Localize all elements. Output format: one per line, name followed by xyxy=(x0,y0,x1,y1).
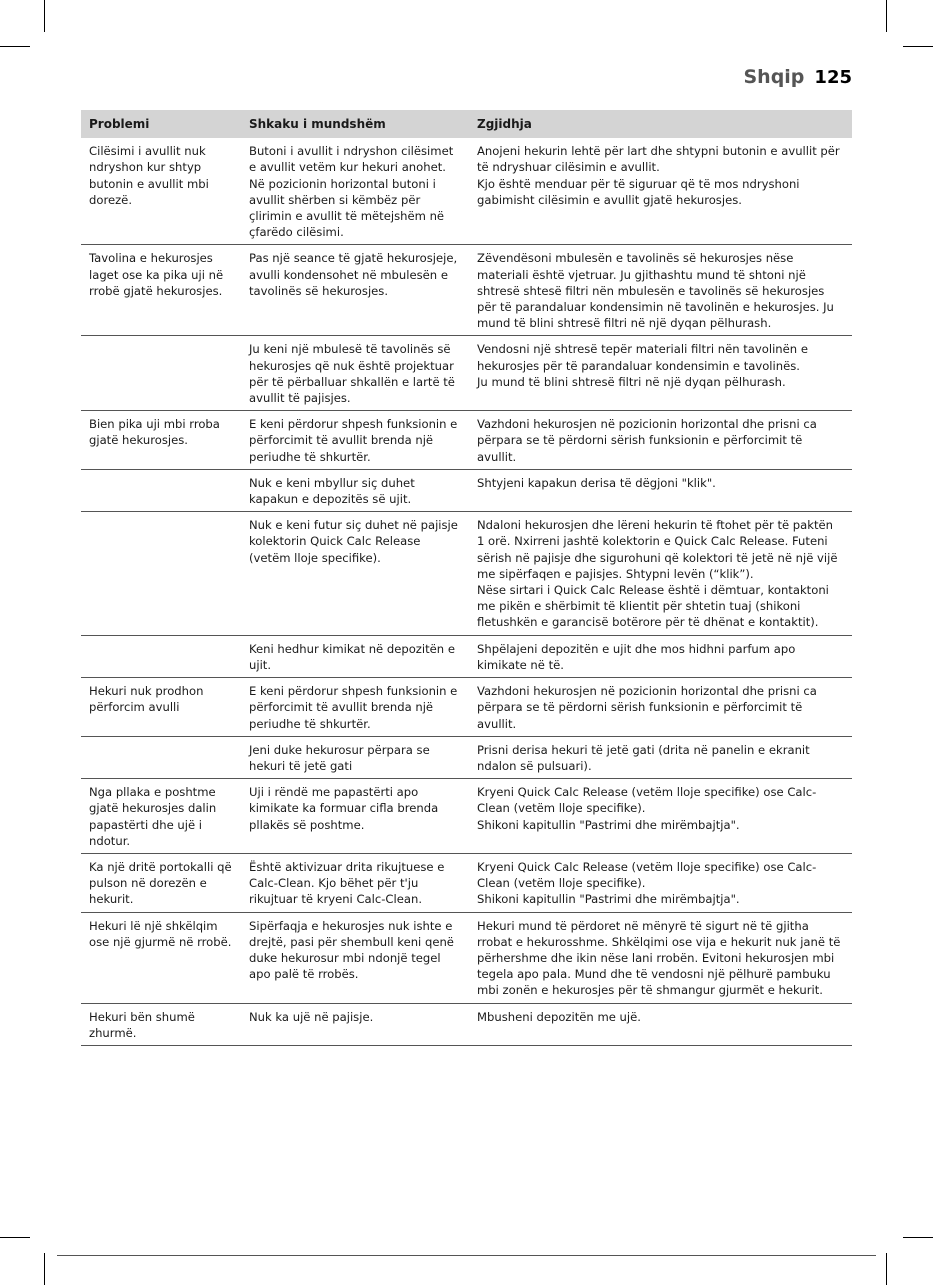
crop-mark xyxy=(886,1253,887,1285)
table-header-row xyxy=(81,110,852,138)
table-row xyxy=(81,779,852,854)
solution-cell: Kryeni Quick Calc Release (vetëm lloje specifike) ose Calc-Clean (vetëm lloje specifike). Shikoni kapitullin "Pastrimi dhe mirëmbajtja". xyxy=(469,853,852,912)
problem-cell xyxy=(81,469,241,511)
cause-cell: Nuk ka ujë në pajisje. xyxy=(241,1003,469,1045)
table-row xyxy=(81,736,852,778)
table-row xyxy=(81,853,852,912)
problem-cell xyxy=(81,635,241,677)
crop-mark xyxy=(886,0,887,32)
cause-cell: Ju keni një mbulesë të tavolinës së hekurosjes që nuk është projektuar për të përballuar shkallën e lartë të avullit të pajisjes. xyxy=(241,336,469,411)
solution-cell: Kryeni Quick Calc Release (vetëm lloje specifike) ose Calc-Clean (vetëm lloje specifike). Shikoni kapitullin "Pastrimi dhe mirëmbajtja". xyxy=(469,779,852,854)
problem-cell: Hekuri lë një shkëlqim ose një gjurmë në rrobë. xyxy=(81,912,241,1003)
cause-cell: E keni përdorur shpesh funksionin e përforcimit të avullit brenda një periudhe të shkurtër. xyxy=(241,411,469,470)
cause-cell: Nuk e keni mbyllur siç duhet kapakun e depozitës së ujit. xyxy=(241,469,469,511)
problem-cell xyxy=(81,736,241,778)
cause-cell: E keni përdorur shpesh funksionin e përforcimit të avullit brenda një periudhe të shkurtër. xyxy=(241,678,469,737)
cause-cell: Nuk e keni futur siç duhet në pajisje kolektorin Quick Calc Release (vetëm lloje specifike). xyxy=(241,512,469,635)
table-row xyxy=(81,138,852,245)
crop-mark xyxy=(44,1253,45,1285)
crop-mark xyxy=(0,46,30,47)
solution-cell: Vazhdoni hekurosjen në pozicionin horizontal dhe prisni ca përpara se të përdorni sërish funksionin e përforcimit të avullit. xyxy=(469,678,852,737)
problem-cell: Cilësimi i avullit nuk ndryshon kur shtyp butonin e avullit mbi dorezë. xyxy=(81,138,241,245)
table-row xyxy=(81,411,852,470)
crop-mark xyxy=(0,1237,30,1238)
header-cause: Shkaku i mundshëm xyxy=(241,110,469,138)
solution-cell: Hekuri mund të përdoret në mënyrë të sigurt në të gjitha rrobat e hekurosshme. Shkëlqimi ose vija e hekurit nuk janë të përhershme dhe ikin nëse lani rrobën. Evitoni hekurosjen mbi tegela apo pala. Mund dhe të vendosni një pëlhurë pambuku mbi zonën e hekurosjes për të shmangur gjurmët e hekurit. xyxy=(469,912,852,1003)
problem-cell: Hekuri nuk prodhon përforcim avulli xyxy=(81,678,241,737)
table-row xyxy=(81,469,852,511)
cause-cell: Uji i rëndë me papastërti apo kimikate ka formuar cifla brenda pllakës së poshtme. xyxy=(241,779,469,854)
troubleshooting-table xyxy=(81,110,852,1046)
header-solution: Zgjidhja xyxy=(469,110,852,138)
cause-cell: Keni hedhur kimikat në depozitën e ujit. xyxy=(241,635,469,677)
cause-cell: Jeni duke hekurosur përpara se hekuri të jetë gati xyxy=(241,736,469,778)
problem-cell xyxy=(81,512,241,635)
page-number: 125 xyxy=(814,67,852,88)
problem-cell: Bien pika uji mbi rroba gjatë hekurosjes. xyxy=(81,411,241,470)
footer-rule xyxy=(57,1255,876,1256)
solution-cell: Zëvendësoni mbulesën e tavolinës së hekurosjes nëse materiali është vjetruar. Ju gjithashtu mund të shtoni një shtresë shtesë filtri nën mbulesën e tavolinës së hekurosjes për të parandaluar kondensimin në tavolinën e hekurosjes. Ju mund të blini shtresë filtri në një dyqan pëlhurash. xyxy=(469,245,852,336)
problem-cell: Ka një dritë portokalli që pulson në dorezën e hekurit. xyxy=(81,853,241,912)
solution-cell: Shtyjeni kapakun derisa të dëgjoni "klik". xyxy=(469,469,852,511)
table-row xyxy=(81,1003,852,1045)
problem-cell xyxy=(81,336,241,411)
table-row xyxy=(81,912,852,1003)
problem-cell: Hekuri bën shumë zhurmë. xyxy=(81,1003,241,1045)
cause-cell: Butoni i avullit i ndryshon cilësimet e avullit vetëm kur hekuri anohet. Në pozicionin horizontal butoni i avullit shërben si këmbëz për çlirimin e avullit të mëtejshëm në çfarëdo cilësimi. xyxy=(241,138,469,245)
cause-cell: Është aktivizuar drita rikujtuese e Calc-Clean. Kjo bëhet për t'ju rikujtuar të kryeni Calc-Clean. xyxy=(241,853,469,912)
problem-cell: Nga pllaka e poshtme gjatë hekurosjes dalin papastërti dhe ujë i ndotur. xyxy=(81,779,241,854)
cause-cell: Pas një seance të gjatë hekurosjeje, avulli kondensohet në mbulesën e tavolinës së hekurosjes. xyxy=(241,245,469,336)
table-row xyxy=(81,635,852,677)
solution-cell: Ndaloni hekurosjen dhe lëreni hekurin të ftohet për të paktën 1 orë. Nxirreni jashtë kolektorin e Quick Calc Release. Futeni sërish në pajisje dhe sigurohuni që kolektori të jetë në një vijë me sipërfaqen e pajisjes. Shtypni levën (“klik”). Nëse sirtari i Quick Calc Release është i dëmtuar, kontaktoni me pikën e shërbimit të klientit për shtetin tuaj (shikoni fletushkën e garancisë botërore për të dhënat e kontaktit). xyxy=(469,512,852,635)
cause-cell: Sipërfaqja e hekurosjes nuk ishte e drejtë, pasi për shembull keni qenë duke hekurosur mbi ndonjë tegel apo palë të rrobës. xyxy=(241,912,469,1003)
crop-mark xyxy=(903,46,933,47)
table-row xyxy=(81,678,852,737)
solution-cell: Vendosni një shtresë tepër materiali filtri nën tavolinën e hekurosjes për të parandaluar kondensimin e tavolinës. Ju mund të blini shtresë filtri në një dyqan pëlhurash. xyxy=(469,336,852,411)
language-label: Shqip xyxy=(743,66,805,88)
header-problem: Problemi xyxy=(81,110,241,138)
solution-cell: Prisni derisa hekuri të jetë gati (drita në panelin e ekranit ndalon së pulsuari). xyxy=(469,736,852,778)
solution-cell: Mbusheni depozitën me ujë. xyxy=(469,1003,852,1045)
solution-cell: Shpëlajeni depozitën e ujit dhe mos hidhni parfum apo kimikate në të. xyxy=(469,635,852,677)
table-row xyxy=(81,245,852,336)
table-row xyxy=(81,512,852,635)
crop-mark xyxy=(44,0,45,32)
solution-cell: Anojeni hekurin lehtë për lart dhe shtypni butonin e avullit për të ndryshuar cilësimin e avullit. Kjo është menduar për të siguruar që të mos ndryshoni gabimisht cilësimin e avullit gjatë hekurosjes. xyxy=(469,138,852,245)
page-header xyxy=(743,66,852,88)
crop-mark xyxy=(903,1237,933,1238)
problem-cell: Tavolina e hekurosjes laget ose ka pika uji në rrobë gjatë hekurosjes. xyxy=(81,245,241,336)
solution-cell: Vazhdoni hekurosjen në pozicionin horizontal dhe prisni ca përpara se të përdorni sërish funksionin e përforcimit të avullit. xyxy=(469,411,852,470)
table-row xyxy=(81,336,852,411)
